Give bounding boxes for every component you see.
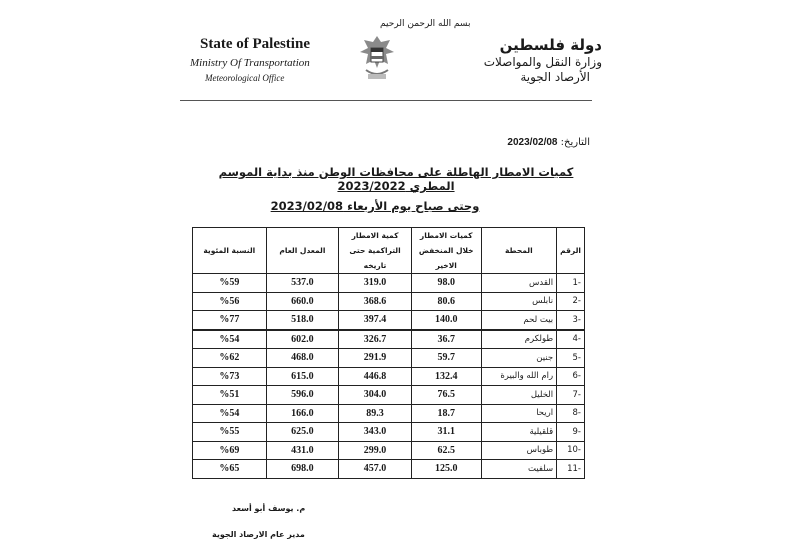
cell-percentage: %54 — [193, 404, 267, 423]
report-subtitle: وحتى صباح يوم الأربعاء 2023/02/08 — [270, 199, 480, 213]
basmala: بسم الله الرحمن الرحيم — [380, 19, 471, 29]
cell-last-depression: 76.5 — [411, 386, 481, 405]
header-last-depression: كميات الامطار خلال المنخفض الاخير — [411, 228, 481, 274]
cell-station: طوباس — [481, 441, 557, 460]
cell-percentage: %73 — [193, 367, 267, 386]
cell-station: طولكرم — [481, 330, 557, 349]
english-ministry-name: Ministry Of Transportation — [190, 57, 310, 69]
cell-station: رام الله والبيرة — [481, 367, 557, 386]
palestine-emblem-icon — [356, 32, 398, 84]
cell-cumulative: 89.3 — [339, 404, 412, 423]
table-row — [193, 441, 585, 460]
cell-number: -4 — [557, 330, 585, 349]
header-number: الرقم — [557, 228, 585, 274]
date-value: 2023/02/08 — [507, 137, 558, 148]
cell-cumulative: 397.4 — [339, 311, 412, 330]
cell-percentage: %77 — [193, 311, 267, 330]
table-row — [193, 460, 585, 479]
cell-last-depression: 98.0 — [411, 274, 481, 293]
cell-station: بيت لحم — [481, 311, 557, 330]
cell-average: 518.0 — [266, 311, 339, 330]
cell-percentage: %51 — [193, 386, 267, 405]
cell-cumulative: 319.0 — [339, 274, 412, 293]
cell-average: 468.0 — [266, 349, 339, 368]
english-state-name: State of Palestine — [200, 36, 310, 52]
cell-cumulative: 291.9 — [339, 349, 412, 368]
cell-last-depression: 125.0 — [411, 460, 481, 479]
cell-station: القدس — [481, 274, 557, 293]
date-line — [507, 137, 590, 148]
cell-average: 625.0 — [266, 423, 339, 442]
cell-last-depression: 31.1 — [411, 423, 481, 442]
cell-average: 615.0 — [266, 367, 339, 386]
cell-percentage: %56 — [193, 292, 267, 311]
cell-cumulative: 304.0 — [339, 386, 412, 405]
cell-station: اريحا — [481, 404, 557, 423]
table-header-row — [193, 228, 585, 274]
header-station: المحطة — [481, 228, 557, 274]
cell-cumulative: 446.8 — [339, 367, 412, 386]
arabic-ministry-name: وزارة النقل والمواصلات — [483, 55, 602, 69]
date-label: التاريخ: — [560, 137, 590, 148]
table-row — [193, 423, 585, 442]
cell-cumulative: 299.0 — [339, 441, 412, 460]
cell-last-depression: 18.7 — [411, 404, 481, 423]
english-office-name: Meteorological Office — [205, 73, 285, 83]
cell-number: -6 — [557, 367, 585, 386]
table-row — [193, 311, 585, 330]
cell-number: -1 — [557, 274, 585, 293]
cell-average: 698.0 — [266, 460, 339, 479]
cell-station: قلقيلية — [481, 423, 557, 442]
cell-last-depression: 36.7 — [411, 330, 481, 349]
cell-number: -2 — [557, 292, 585, 311]
cell-average: 602.0 — [266, 330, 339, 349]
arabic-state-name: دولة فلسطين — [499, 36, 602, 54]
cell-station: جنين — [481, 349, 557, 368]
arabic-office-name: الأرصاد الجوية — [520, 70, 590, 84]
signatory-title: مدير عام الارصاد الجوية — [212, 530, 305, 539]
cell-average: 596.0 — [266, 386, 339, 405]
cell-cumulative: 343.0 — [339, 423, 412, 442]
report-title: كميات الامطار الهاطلة على محافظات الوطن منذ بداية الموسم المطري 2023/2022 — [218, 165, 574, 193]
cell-number: -5 — [557, 349, 585, 368]
cell-number: -10 — [557, 441, 585, 460]
table-row — [193, 330, 585, 349]
signatory-name: م. يوسف أبو أسعد — [232, 504, 306, 513]
cell-percentage: %55 — [193, 423, 267, 442]
table-row — [193, 386, 585, 405]
cell-percentage: %59 — [193, 274, 267, 293]
cell-number: -7 — [557, 386, 585, 405]
cell-percentage: %62 — [193, 349, 267, 368]
cell-percentage: %54 — [193, 330, 267, 349]
cell-last-depression: 62.5 — [411, 441, 481, 460]
cell-percentage: %69 — [193, 441, 267, 460]
cell-number: -8 — [557, 404, 585, 423]
cell-last-depression: 132.4 — [411, 367, 481, 386]
rainfall-table — [192, 227, 585, 479]
header-divider — [180, 100, 592, 101]
cell-cumulative: 457.0 — [339, 460, 412, 479]
cell-station: سلفيت — [481, 460, 557, 479]
cell-last-depression: 80.6 — [411, 292, 481, 311]
cell-percentage: %65 — [193, 460, 267, 479]
cell-last-depression: 140.0 — [411, 311, 481, 330]
cell-station: الخليل — [481, 386, 557, 405]
table-row — [193, 292, 585, 311]
cell-cumulative: 326.7 — [339, 330, 412, 349]
header-percentage: النسبة المئوية — [193, 228, 267, 274]
cell-number: -11 — [557, 460, 585, 479]
cell-average: 537.0 — [266, 274, 339, 293]
cell-station: نابلس — [481, 292, 557, 311]
cell-average: 431.0 — [266, 441, 339, 460]
cell-cumulative: 368.6 — [339, 292, 412, 311]
cell-last-depression: 59.7 — [411, 349, 481, 368]
header-average: المعدل العام — [266, 228, 339, 274]
cell-number: -3 — [557, 311, 585, 330]
table-row — [193, 274, 585, 293]
cell-average: 166.0 — [266, 404, 339, 423]
table-row — [193, 349, 585, 368]
table-row — [193, 404, 585, 423]
header-cumulative: كمية الامطار التراكمية حتى تاريخه — [339, 228, 412, 274]
cell-number: -9 — [557, 423, 585, 442]
table-row — [193, 367, 585, 386]
cell-average: 660.0 — [266, 292, 339, 311]
